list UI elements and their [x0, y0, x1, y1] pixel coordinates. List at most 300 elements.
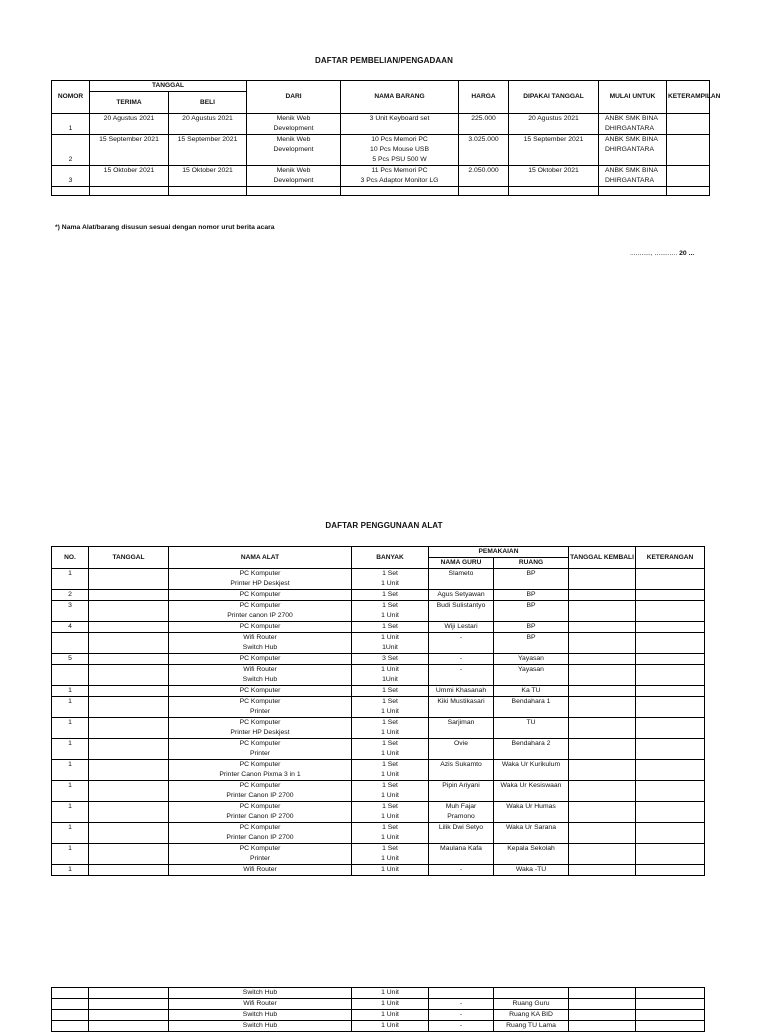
usage-title: DAFTAR PENGGUNAAN ALAT	[325, 521, 443, 530]
cell-line: Printer canon IP 2700	[227, 612, 293, 619]
date-signature-line	[630, 250, 694, 257]
header-nomor: NOMOR	[52, 81, 90, 114]
cell-mulai	[599, 166, 667, 187]
cell-no	[52, 988, 89, 999]
cell-nama-guru	[429, 823, 494, 844]
cell-nama-alat	[169, 590, 352, 601]
cell-nama-alat	[169, 633, 352, 654]
cell-nama-guru	[429, 739, 494, 760]
cell-nama-alat: Switch Hub	[169, 1010, 352, 1021]
cell-tanggal	[89, 686, 169, 697]
empty-cell	[52, 187, 90, 196]
cell-dari	[247, 166, 341, 187]
cell-line: PC Komputer	[239, 698, 281, 705]
cell-line: 10 Pcs Memori PC	[371, 136, 428, 143]
cell-ruang	[494, 781, 569, 802]
cell-nama-barang	[341, 114, 459, 135]
cell-ruang: Ruang TU Lama	[494, 1021, 569, 1032]
cell-keterangan	[636, 1010, 705, 1021]
usage-row	[52, 665, 705, 686]
cell-tanggal	[89, 697, 169, 718]
cell-banyak: 1 Unit	[352, 1010, 429, 1021]
cell-mulai	[599, 114, 667, 135]
header-beli: BELI	[169, 92, 247, 114]
cell-line: 1 Set	[382, 687, 398, 694]
cell-line: 10 Pcs Mouse USB	[370, 146, 429, 153]
cell-nama-guru: -	[429, 999, 494, 1010]
empty-cell	[459, 187, 509, 196]
usage-continuation-row	[52, 988, 705, 999]
cell-tanggal	[89, 823, 169, 844]
cell-ruang	[494, 802, 569, 823]
cell-line: PC Komputer	[239, 761, 281, 768]
cell-keterampilan	[667, 166, 710, 187]
cell-line: Waka Ur Kesiswaan	[500, 782, 562, 789]
empty-cell	[90, 187, 169, 196]
cell-line: 1Unit	[382, 676, 398, 683]
cell-no	[52, 1021, 89, 1032]
cell-line: Pipin Ariyani	[442, 782, 480, 789]
cell-line: PC Komputer	[239, 719, 281, 726]
cell-no	[52, 633, 89, 654]
cell-line: Development	[273, 125, 314, 132]
cell-line: Wifi Router	[243, 666, 277, 673]
cell-nama-guru	[429, 802, 494, 823]
cell-keterangan	[636, 633, 705, 654]
cell-tanggal	[89, 654, 169, 665]
cell-keterangan	[636, 802, 705, 823]
cell-line: TU	[526, 719, 536, 726]
purchase-row	[52, 135, 710, 166]
cell-line: 1 Set	[382, 824, 398, 831]
cell-tanggal-kembali	[569, 1010, 636, 1021]
cell-tanggal-kembali	[569, 988, 636, 999]
cell-line: Menik Web	[276, 167, 311, 174]
cell-nama-guru	[429, 988, 494, 999]
cell-line: Pramono	[447, 813, 475, 820]
cell-line: Bendahara 2	[511, 740, 551, 747]
usage-row	[52, 865, 705, 876]
cell-line: -	[459, 666, 463, 673]
header-nama-alat: NAMA ALAT	[169, 547, 352, 569]
cell-tanggal	[89, 739, 169, 760]
usage-row	[52, 697, 705, 718]
cell-ruang	[494, 569, 569, 590]
cell-dipakai: 15 Oktober 2021	[509, 166, 599, 187]
usage-continuation-row	[52, 1010, 705, 1021]
cell-line: 1Unit	[382, 644, 398, 651]
cell-line: Printer Canon IP 2700	[226, 834, 294, 841]
cell-line: 5 Pcs PSU 500 W	[372, 156, 427, 163]
cell-banyak	[352, 781, 429, 802]
cell-line: 1 Set	[382, 845, 398, 852]
cell-line: 1 Unit	[381, 634, 399, 641]
cell-line: 1 Unit	[381, 855, 399, 862]
cell-ruang	[494, 760, 569, 781]
cell-beli: 15 Oktober 2021	[169, 166, 247, 187]
cell-line: Azis Sukamto	[440, 761, 482, 768]
usage-row	[52, 590, 705, 601]
cell-line: PC Komputer	[239, 782, 281, 789]
cell-line: Menik Web	[276, 136, 311, 143]
header-tanggal: TANGGAL	[90, 81, 247, 92]
usage-row	[52, 601, 705, 622]
cell-nama-alat	[169, 686, 352, 697]
usage-row	[52, 844, 705, 865]
header-dipakai-tanggal: DIPAKAI TANGGAL	[509, 81, 599, 114]
cell-tanggal-kembali	[569, 844, 636, 865]
cell-ruang: Ruang Guru	[494, 999, 569, 1010]
cell-ruang	[494, 697, 569, 718]
usage-row	[52, 633, 705, 654]
cell-nama-guru	[429, 718, 494, 739]
purchase-title: DAFTAR PEMBELIAN/PENGADAAN	[314, 56, 453, 65]
cell-banyak	[352, 590, 429, 601]
cell-no: 1	[52, 697, 89, 718]
cell-harga: 3.025.000	[459, 135, 509, 166]
cell-line: 11 Pcs Memori PC	[371, 167, 428, 174]
cell-banyak	[352, 665, 429, 686]
cell-line: Waka Ur Kurikulum	[501, 761, 561, 768]
empty-cell	[509, 187, 599, 196]
cell-terima: 20 Agustus 2021	[90, 114, 169, 135]
cell-line: Bendahara 1	[511, 698, 551, 705]
purchase-table	[51, 80, 721, 196]
header-harga: HARGA	[459, 81, 509, 114]
cell-no: 1	[52, 865, 89, 876]
header-banyak: BANYAK	[352, 547, 429, 569]
cell-nama-guru: -	[429, 1021, 494, 1032]
cell-line: Wifi Router	[243, 866, 277, 873]
cell-harga: 225.000	[459, 114, 509, 135]
usage-row	[52, 823, 705, 844]
cell-nama-alat	[169, 739, 352, 760]
header-nama-barang: NAMA BARANG	[341, 81, 459, 114]
empty-cell	[599, 187, 667, 196]
cell-line: PC Komputer	[239, 655, 281, 662]
cell-tanggal-kembali	[569, 781, 636, 802]
cell-keterampilan	[667, 135, 710, 166]
cell-nomor: 2	[52, 135, 90, 166]
cell-nama-guru	[429, 665, 494, 686]
cell-nama-alat	[169, 601, 352, 622]
cell-line: Printer HP Deskjest	[230, 729, 290, 736]
cell-line: Maulana Kafa	[440, 845, 482, 852]
cell-ruang: Ruang KA BID	[494, 1010, 569, 1021]
cell-line: 1 Set	[382, 698, 398, 705]
cell-line: Development	[273, 177, 314, 184]
cell-no: 1	[52, 802, 89, 823]
cell-ruang	[494, 844, 569, 865]
usage-row	[52, 686, 705, 697]
usage-row	[52, 781, 705, 802]
cell-line: Waka Ur Humas	[506, 803, 556, 810]
cell-tanggal	[89, 865, 169, 876]
cell-ruang	[494, 601, 569, 622]
empty-cell	[247, 187, 341, 196]
cell-ruang	[494, 865, 569, 876]
usage-continuation-table	[51, 987, 705, 1032]
cell-line: Agus Setyawan	[437, 591, 485, 598]
purchase-row	[52, 114, 710, 135]
cell-line: PC Komputer	[239, 687, 281, 694]
cell-ruang	[494, 590, 569, 601]
cell-line: BP	[526, 570, 536, 577]
cell-tanggal-kembali	[569, 697, 636, 718]
cell-keterangan	[636, 601, 705, 622]
cell-nama-barang	[341, 135, 459, 166]
cell-line: 1 Unit	[381, 580, 399, 587]
cell-no: 1	[52, 781, 89, 802]
cell-nama-guru	[429, 697, 494, 718]
cell-nama-alat	[169, 665, 352, 686]
cell-line: 1 Unit	[381, 708, 399, 715]
usage-row	[52, 739, 705, 760]
cell-nama-alat	[169, 844, 352, 865]
cell-line: Printer	[249, 750, 271, 757]
cell-line: PC Komputer	[239, 824, 281, 831]
cell-keterangan	[636, 823, 705, 844]
cell-line: 1 Unit	[381, 792, 399, 799]
cell-keterangan	[636, 654, 705, 665]
cell-nama-alat: Switch Hub	[169, 1021, 352, 1032]
cell-keterangan	[636, 844, 705, 865]
header-keterampilan: KETERAMPILAN	[667, 81, 710, 114]
cell-keterangan	[636, 590, 705, 601]
cell-nama-guru	[429, 622, 494, 633]
cell-nama-guru	[429, 590, 494, 601]
cell-terima: 15 September 2021	[90, 135, 169, 166]
usage-continuation-row	[52, 1021, 705, 1032]
cell-nama-alat	[169, 781, 352, 802]
cell-nama-guru	[429, 654, 494, 665]
cell-nama-alat	[169, 865, 352, 876]
cell-ruang	[494, 718, 569, 739]
cell-line: Switch Hub	[242, 644, 278, 651]
cell-tanggal	[89, 665, 169, 686]
cell-nama-alat	[169, 622, 352, 633]
cell-line: 1 Set	[382, 803, 398, 810]
cell-nama-guru	[429, 601, 494, 622]
header-nama-guru: NAMA GURU	[429, 558, 494, 569]
cell-line: Switch Hub	[242, 676, 278, 683]
cell-nama-guru	[429, 686, 494, 697]
cell-tanggal	[89, 802, 169, 823]
cell-line: 1 Set	[382, 623, 398, 630]
cell-line: 1 Set	[382, 591, 398, 598]
cell-nama-guru	[429, 633, 494, 654]
cell-line: -	[459, 634, 463, 641]
cell-line: -	[459, 655, 463, 662]
cell-tanggal-kembali	[569, 569, 636, 590]
cell-terima: 15 Oktober 2021	[90, 166, 169, 187]
cell-no: 4	[52, 622, 89, 633]
cell-dari	[247, 135, 341, 166]
cell-nama-alat	[169, 654, 352, 665]
cell-tanggal-kembali	[569, 622, 636, 633]
cell-keterangan	[636, 781, 705, 802]
empty-cell	[341, 187, 459, 196]
cell-no: 1	[52, 569, 89, 590]
cell-line: Printer Canon IP 2700	[226, 813, 294, 820]
cell-line: 3 Set	[382, 655, 398, 662]
cell-nama-alat	[169, 802, 352, 823]
cell-banyak	[352, 760, 429, 781]
cell-line: Printer Canon IP 2700	[226, 792, 294, 799]
usage-row	[52, 802, 705, 823]
cell-ruang	[494, 988, 569, 999]
cell-nama-alat	[169, 823, 352, 844]
cell-tanggal	[89, 781, 169, 802]
cell-line: 1 Unit	[381, 612, 399, 619]
cell-line: Slameto	[448, 570, 474, 577]
cell-nama-barang	[341, 166, 459, 187]
cell-banyak: 1 Unit	[352, 1021, 429, 1032]
cell-line: Lilik Dwi Setyo	[438, 824, 484, 831]
cell-line: ANBK SMK BINA	[605, 167, 658, 174]
cell-line: PC Komputer	[239, 623, 281, 630]
cell-banyak	[352, 601, 429, 622]
cell-keterangan	[636, 1021, 705, 1032]
usage-row	[52, 569, 705, 590]
cell-line: DHIRGANTARA	[605, 177, 654, 184]
cell-line: BP	[526, 623, 536, 630]
cell-nama-alat	[169, 760, 352, 781]
cell-line: Wiji Lestari	[444, 623, 478, 630]
usage-row	[52, 718, 705, 739]
cell-line: PC Komputer	[239, 845, 281, 852]
cell-ruang	[494, 739, 569, 760]
cell-line: 1 Set	[382, 570, 398, 577]
header-terima: TERIMA	[90, 92, 169, 114]
cell-line: 1 Unit	[381, 813, 399, 820]
cell-tanggal-kembali	[569, 999, 636, 1010]
cell-tanggal	[89, 601, 169, 622]
cell-tanggal-kembali	[569, 760, 636, 781]
date-signature-dots: ..........., ............	[630, 250, 678, 257]
cell-keterangan	[636, 739, 705, 760]
cell-no	[52, 1010, 89, 1021]
cell-harga: 2.050.000	[459, 166, 509, 187]
cell-no: 1	[52, 823, 89, 844]
cell-dari	[247, 114, 341, 135]
cell-tanggal-kembali	[569, 633, 636, 654]
cell-line: Budi Sulistantyo	[436, 602, 486, 609]
cell-keterampilan	[667, 114, 710, 135]
cell-beli: 15 September 2021	[169, 135, 247, 166]
date-signature-year: 20 ...	[679, 250, 695, 257]
cell-no: 1	[52, 739, 89, 760]
cell-line: Sarjiman	[447, 719, 475, 726]
cell-tanggal	[89, 622, 169, 633]
cell-line: 1 Unit	[381, 750, 399, 757]
cell-keterangan	[636, 865, 705, 876]
cell-ruang	[494, 654, 569, 665]
cell-line: BP	[526, 634, 536, 641]
cell-line: Ka TU	[521, 687, 541, 694]
cell-banyak	[352, 633, 429, 654]
cell-keterangan	[636, 999, 705, 1010]
cell-no: 2	[52, 590, 89, 601]
cell-line: PC Komputer	[239, 740, 281, 747]
cell-line: Yayasan	[518, 655, 544, 662]
empty-cell	[169, 187, 247, 196]
cell-no: 1	[52, 686, 89, 697]
cell-nomor: 1	[52, 114, 90, 135]
cell-line: Waka -TU	[515, 866, 547, 873]
cell-line: -	[459, 866, 463, 873]
cell-banyak	[352, 802, 429, 823]
cell-line: Muh Fajar	[445, 803, 477, 810]
cell-ruang	[494, 665, 569, 686]
cell-line: 1 Set	[382, 782, 398, 789]
footnote: *) Nama Alat/barang disusun sesuai dengan nomor urut berita acara	[55, 224, 275, 231]
cell-tanggal	[89, 569, 169, 590]
cell-nama-guru	[429, 844, 494, 865]
cell-tanggal-kembali	[569, 654, 636, 665]
cell-line: 1 Unit	[381, 771, 399, 778]
cell-ruang	[494, 633, 569, 654]
cell-banyak	[352, 569, 429, 590]
cell-line: Yayasan	[518, 666, 544, 673]
usage-table	[51, 546, 705, 876]
cell-keterangan	[636, 718, 705, 739]
cell-line: Kiki Mustikasari	[437, 698, 485, 705]
cell-line: Development	[273, 146, 314, 153]
cell-line: PC Komputer	[239, 591, 281, 598]
cell-line: Ovie	[454, 740, 468, 747]
header-keterangan: KETERANGAN	[636, 547, 705, 569]
cell-tanggal	[89, 633, 169, 654]
header-dari: DARI	[247, 81, 341, 114]
cell-line: Printer HP Deskjest	[230, 580, 290, 587]
cell-tanggal	[89, 760, 169, 781]
usage-continuation-row	[52, 999, 705, 1010]
cell-banyak	[352, 686, 429, 697]
cell-banyak: 1 Unit	[352, 988, 429, 999]
cell-tanggal-kembali	[569, 686, 636, 697]
cell-line: Waka Ur Sarana	[506, 824, 556, 831]
cell-line: BP	[526, 591, 536, 598]
header-no: NO.	[52, 547, 89, 569]
cell-nama-guru	[429, 569, 494, 590]
cell-tanggal	[89, 1021, 169, 1032]
cell-keterangan	[636, 988, 705, 999]
cell-line: 1 Set	[382, 740, 398, 747]
cell-line: 1 Unit	[381, 666, 399, 673]
cell-tanggal-kembali	[569, 601, 636, 622]
cell-keterangan	[636, 622, 705, 633]
cell-line: Kepala Sekolah	[507, 845, 555, 852]
cell-line: DHIRGANTARA	[605, 125, 654, 132]
cell-tanggal-kembali	[569, 1021, 636, 1032]
cell-line: DHIRGANTARA	[605, 146, 654, 153]
usage-row	[52, 622, 705, 633]
cell-nama-guru: -	[429, 1010, 494, 1021]
header-tanggal-penggunaan: TANGGAL	[89, 547, 169, 569]
cell-line: 1 Set	[382, 602, 398, 609]
cell-tanggal-kembali	[569, 590, 636, 601]
cell-line: 1 Unit	[381, 729, 399, 736]
cell-nama-guru	[429, 781, 494, 802]
cell-no: 1	[52, 718, 89, 739]
usage-row	[52, 654, 705, 665]
cell-line: 1 Set	[382, 761, 398, 768]
cell-no: 5	[52, 654, 89, 665]
cell-no: 1	[52, 844, 89, 865]
cell-ruang	[494, 686, 569, 697]
cell-tanggal	[89, 988, 169, 999]
